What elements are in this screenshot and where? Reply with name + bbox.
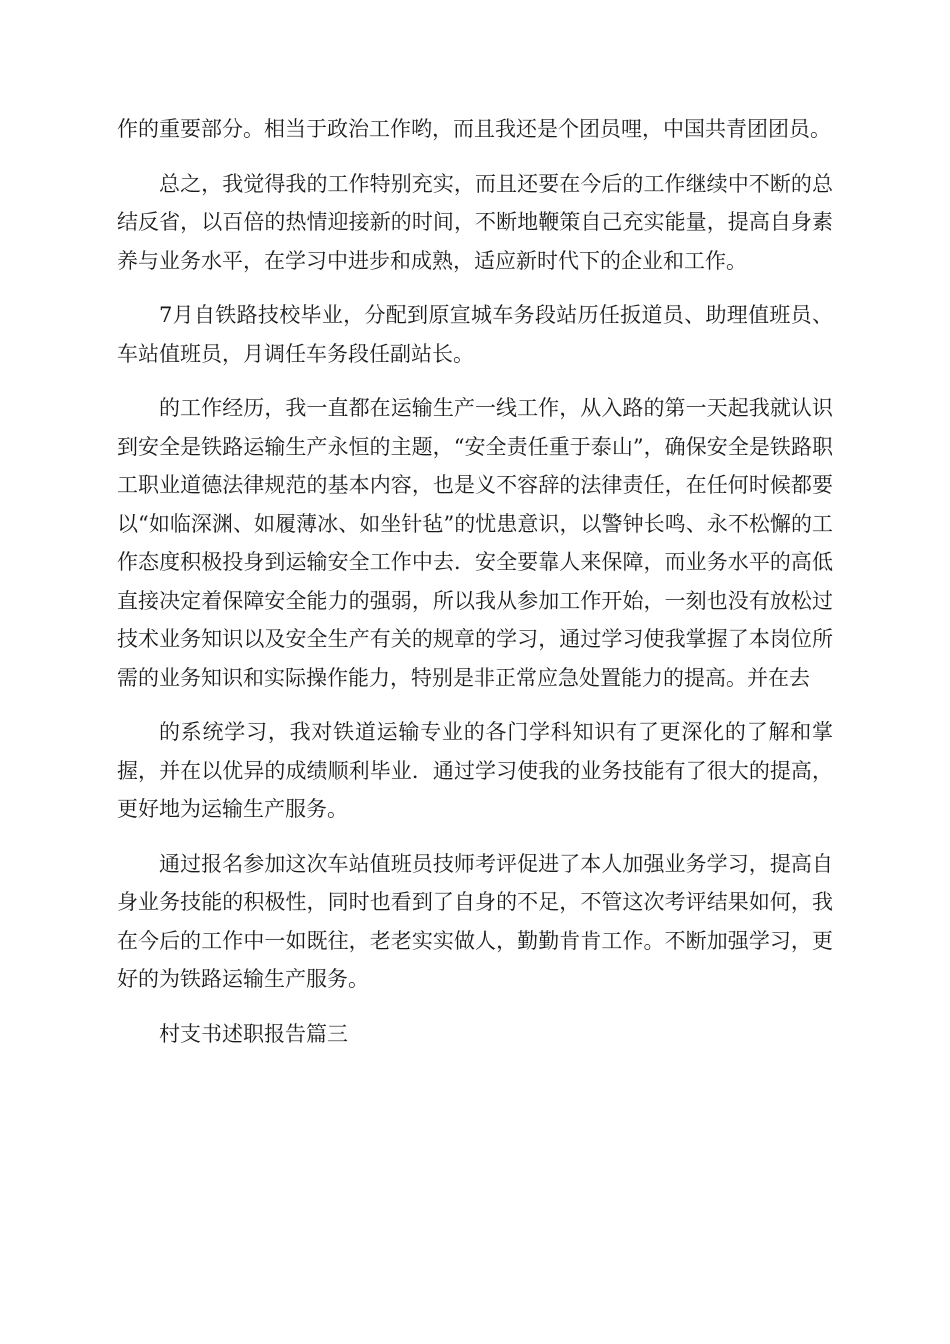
paragraph-safety-work: 的工作经历，我一直都在运输生产一线工作，从入路的第一天起我就认识到安全是铁路运输生产永恒的主题，“安全责任重于泰山”，确保安全是铁路职工职业道德法律规范的基本内容，也是义不容辞的法律责任，在任何时候都要以“如临深渊、如履薄冰、如坐针毡”的忧患意识，以警钟长鸣、永不松懈的工作态度积极投身到运输安全工作中去．安全要靠人来保障，而业务水平的高低直接决定着保障安全能力的强弱，所以我从参加工作开始，一刻也没有放松过技术业务知识以及安全生产有关的规章的学习，通过学习使我掌握了本岗位所需的业务知识和实际操作能力，特别是非正常应急处置能力的提高。并在去 [117,396,833,690]
paragraph-study: 的系统学习，我对铁道运输专业的各门学科知识有了更深化的了解和掌握，并在以优异的成绩顺利毕业．通过学习使我的业务技能有了很大的提高，更好地为运输生产服务。 [117,720,833,821]
document-body [117,110,833,1069]
paragraph-continuation: 作的重要部分。相当于政治工作哟，而且我还是个团员哩，中国共青团团员。 [117,117,831,141]
paragraph-summary: 总之，我觉得我的工作特别充实，而且还要在今后的工作继续中不断的总结反省，以百倍的热情迎接新的时间，不断地鞭策自己充实能量，提高自身素养与业务水平，在学习中进步和成熟，适应新时代下的企业和工作。 [117,171,833,273]
paragraph-career: 7月自铁路技校毕业，分配到原宣城车务段站历任扳道员、助理值班员、车站值班员，月调任车务段任副站长。 [117,303,833,366]
paragraph-assessment: 通过报名参加这次车站值班员技师考评促进了本人加强业务学习，提高自身业务技能的积极性，同时也看到了自身的不足，不管这次考评结果如何，我在今后的工作中一如既往，老老实实做人，勤勤肯肯工作。不断加强学习，更好的为铁路运输生产服务。 [117,851,833,991]
section-heading: 村支书述职报告篇三 [159,1021,348,1046]
